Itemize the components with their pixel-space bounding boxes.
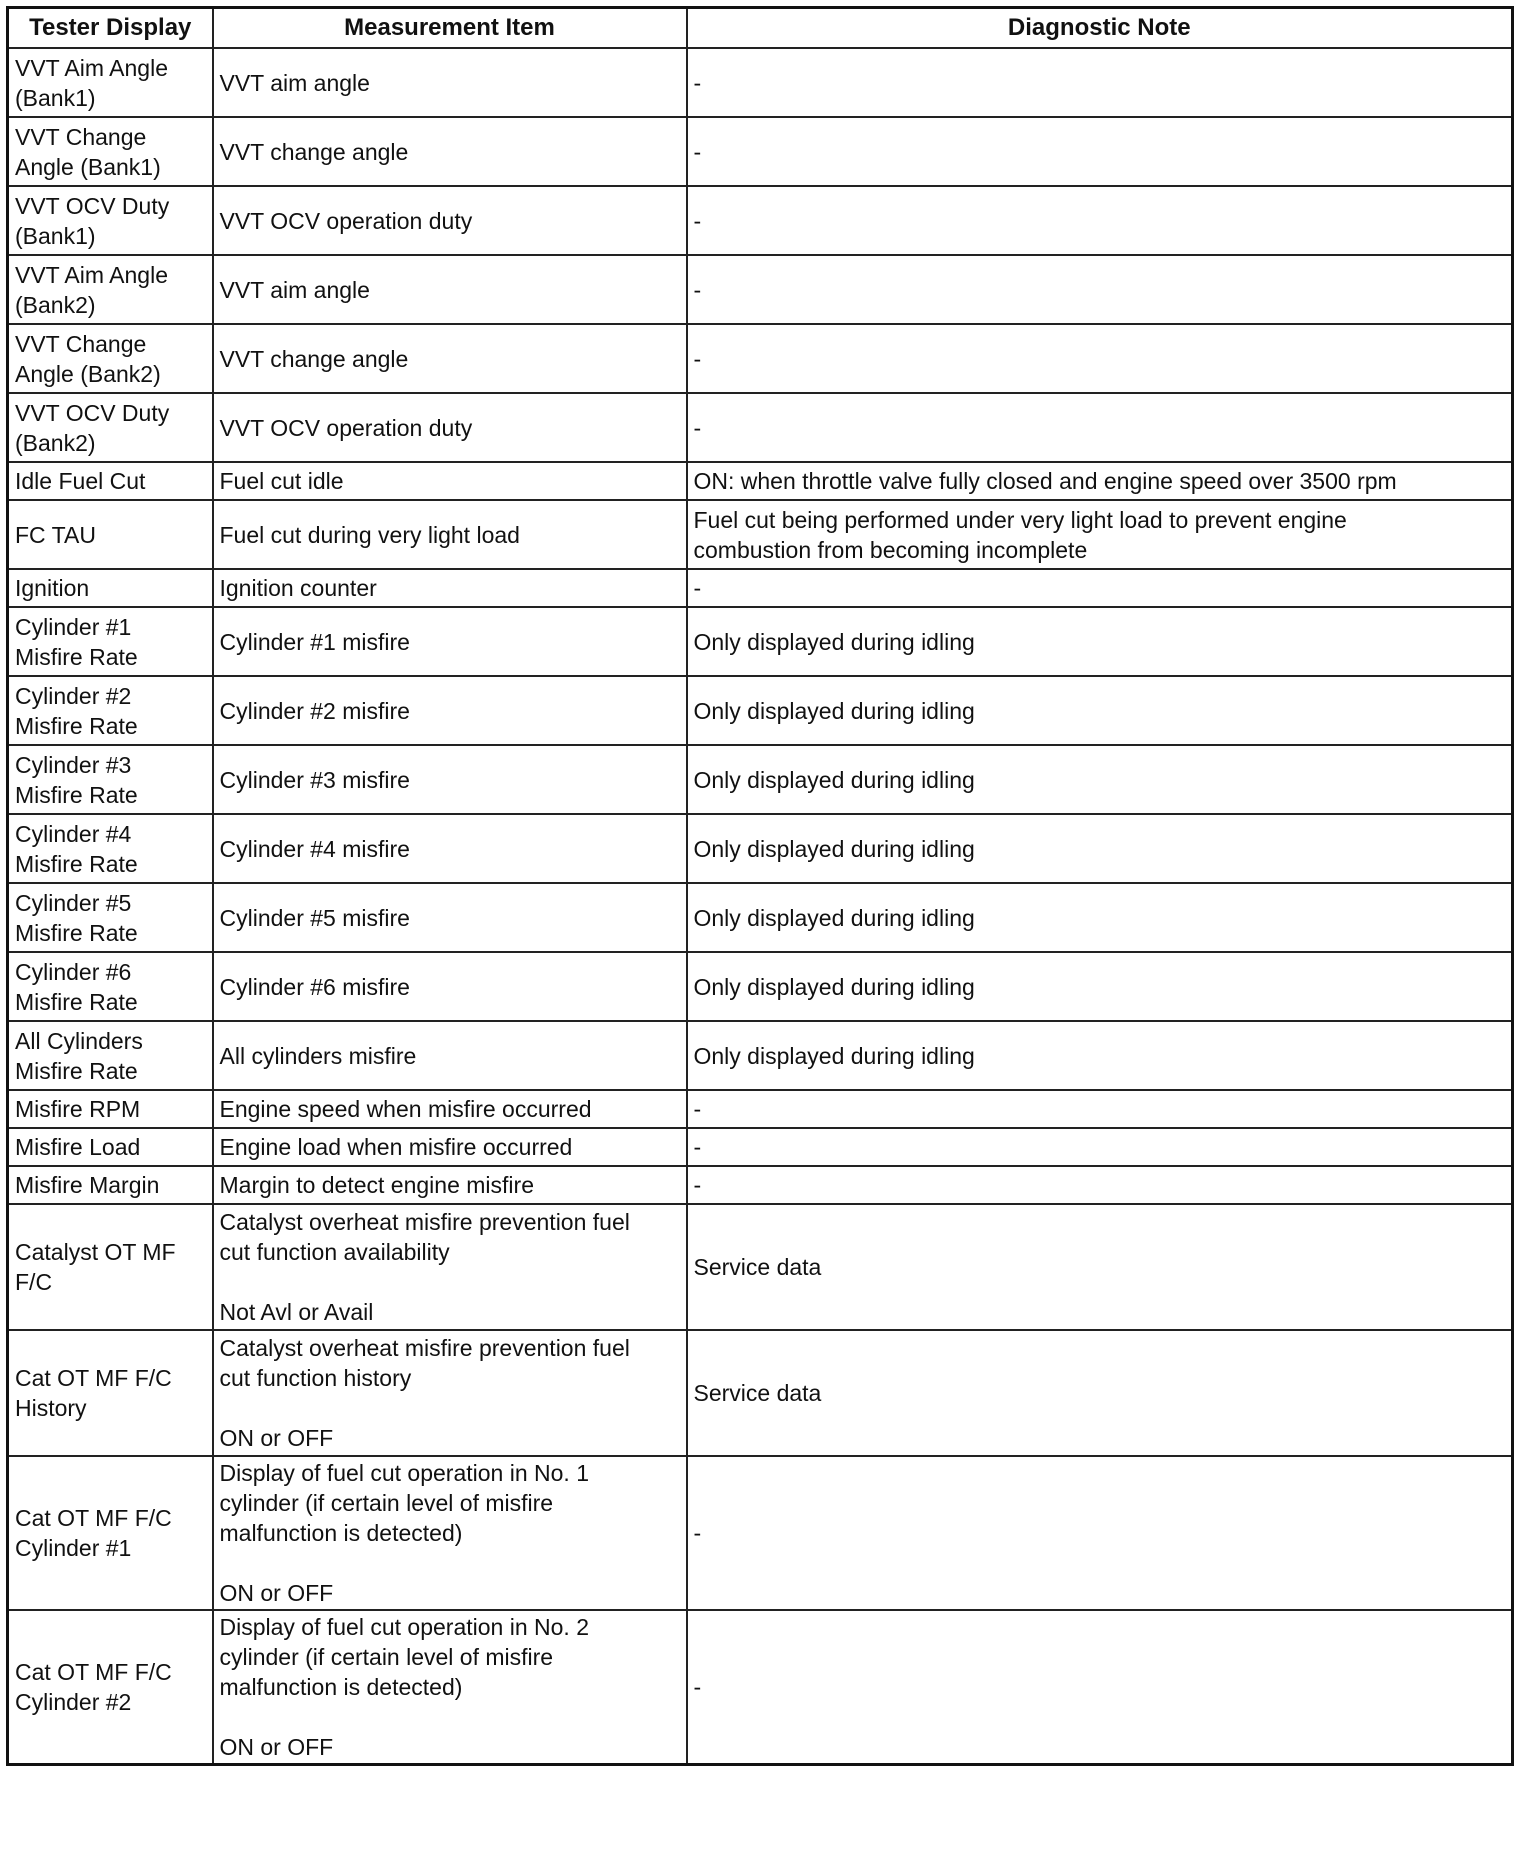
table-row bbox=[8, 745, 1513, 814]
tester-display-cell: Cylinder #6 Misfire Rate bbox=[8, 952, 213, 1021]
tester-display-cell: Idle Fuel Cut bbox=[8, 462, 213, 500]
diagnostic-note-cell: Service data bbox=[687, 1204, 1513, 1330]
table-row bbox=[8, 462, 1513, 500]
diagnostic-note-cell: - bbox=[687, 117, 1513, 186]
table-row bbox=[8, 324, 1513, 393]
table-row bbox=[8, 1166, 1513, 1204]
diagnostic-note-cell: Only displayed during idling bbox=[687, 1021, 1513, 1090]
table-row bbox=[8, 117, 1513, 186]
tester-display-cell: Cat OT MF F/C Cylinder #2 bbox=[8, 1610, 213, 1764]
diagnostic-note-cell: - bbox=[687, 1128, 1513, 1166]
table-row bbox=[8, 952, 1513, 1021]
diagnostic-note-cell: - bbox=[687, 1456, 1513, 1610]
diagnostic-note-cell: Only displayed during idling bbox=[687, 745, 1513, 814]
table-row bbox=[8, 607, 1513, 676]
tester-display-cell: VVT Change Angle (Bank1) bbox=[8, 117, 213, 186]
tester-display-cell: VVT Aim Angle (Bank2) bbox=[8, 255, 213, 324]
table-row bbox=[8, 500, 1513, 569]
table-row bbox=[8, 1090, 1513, 1128]
tester-display-cell: Cylinder #1 Misfire Rate bbox=[8, 607, 213, 676]
measurement-item-cell: VVT OCV operation duty bbox=[213, 186, 687, 255]
tester-display-cell: Misfire Margin bbox=[8, 1166, 213, 1204]
table-row bbox=[8, 814, 1513, 883]
tester-display-cell: Cylinder #4 Misfire Rate bbox=[8, 814, 213, 883]
table-row bbox=[8, 676, 1513, 745]
diagnostic-note-cell: - bbox=[687, 1610, 1513, 1764]
tester-display-cell: VVT Aim Angle (Bank1) bbox=[8, 48, 213, 117]
tester-display-cell: Cylinder #5 Misfire Rate bbox=[8, 883, 213, 952]
table-header-row bbox=[8, 8, 1513, 49]
measurement-item-cell: Display of fuel cut operation in No. 1 cylinder (if certain level of misfire malfunction is detected) ON or OFF bbox=[213, 1456, 687, 1610]
tester-display-cell: FC TAU bbox=[8, 500, 213, 569]
measurement-item-cell: Margin to detect engine misfire bbox=[213, 1166, 687, 1204]
tester-display-cell: Misfire RPM bbox=[8, 1090, 213, 1128]
diagnostic-note-cell: - bbox=[687, 569, 1513, 607]
table-row bbox=[8, 186, 1513, 255]
measurement-item-cell: VVT aim angle bbox=[213, 255, 687, 324]
measurement-item-cell: Cylinder #3 misfire bbox=[213, 745, 687, 814]
table-row bbox=[8, 1204, 1513, 1330]
tester-display-cell: VVT OCV Duty (Bank1) bbox=[8, 186, 213, 255]
tester-display-cell: Cylinder #3 Misfire Rate bbox=[8, 745, 213, 814]
diagnostic-note-cell: ON: when throttle valve fully closed and engine speed over 3500 rpm bbox=[687, 462, 1513, 500]
diagnostic-note-cell: - bbox=[687, 48, 1513, 117]
diagnostic-note-cell: - bbox=[687, 393, 1513, 462]
measurement-item-cell: VVT change angle bbox=[213, 117, 687, 186]
diagnostic-note-cell: - bbox=[687, 255, 1513, 324]
measurement-item-cell: VVT change angle bbox=[213, 324, 687, 393]
measurement-item-cell: Cylinder #2 misfire bbox=[213, 676, 687, 745]
diagnostic-note-cell: - bbox=[687, 1166, 1513, 1204]
tester-display-cell: VVT OCV Duty (Bank2) bbox=[8, 393, 213, 462]
header-diagnostic-note: Diagnostic Note bbox=[687, 8, 1513, 49]
measurement-item-cell: Cylinder #1 misfire bbox=[213, 607, 687, 676]
table-row bbox=[8, 393, 1513, 462]
diagnostic-note-cell: Only displayed during idling bbox=[687, 814, 1513, 883]
header-tester-display: Tester Display bbox=[8, 8, 213, 49]
measurement-item-cell: Engine speed when misfire occurred bbox=[213, 1090, 687, 1128]
measurement-item-cell: Catalyst overheat misfire prevention fuel cut function availability Not Avl or Avail bbox=[213, 1204, 687, 1330]
table-row bbox=[8, 1330, 1513, 1456]
tester-display-cell: All Cylinders Misfire Rate bbox=[8, 1021, 213, 1090]
table-row bbox=[8, 1128, 1513, 1166]
tester-display-cell: Catalyst OT MF F/C bbox=[8, 1204, 213, 1330]
measurement-item-cell: VVT OCV operation duty bbox=[213, 393, 687, 462]
measurement-item-cell: Ignition counter bbox=[213, 569, 687, 607]
measurement-item-cell: Catalyst overheat misfire prevention fuel cut function history ON or OFF bbox=[213, 1330, 687, 1456]
tester-display-cell: Cat OT MF F/C History bbox=[8, 1330, 213, 1456]
measurement-item-cell: Cylinder #5 misfire bbox=[213, 883, 687, 952]
table-row bbox=[8, 48, 1513, 117]
diagnostic-note-cell: Fuel cut being performed under very light load to prevent engine combustion from becoming incomplete bbox=[687, 500, 1513, 569]
measurement-item-cell: VVT aim angle bbox=[213, 48, 687, 117]
tester-display-cell: Misfire Load bbox=[8, 1128, 213, 1166]
measurement-item-cell: Fuel cut idle bbox=[213, 462, 687, 500]
diagnostic-note-cell: - bbox=[687, 324, 1513, 393]
diagnostic-note-cell: Only displayed during idling bbox=[687, 883, 1513, 952]
header-measurement-item: Measurement Item bbox=[213, 8, 687, 49]
diagnostic-note-cell: - bbox=[687, 186, 1513, 255]
diagnostic-note-cell: Service data bbox=[687, 1330, 1513, 1456]
tester-display-cell: Cylinder #2 Misfire Rate bbox=[8, 676, 213, 745]
tester-display-cell: VVT Change Angle (Bank2) bbox=[8, 324, 213, 393]
measurement-item-cell: Cylinder #4 misfire bbox=[213, 814, 687, 883]
table-row bbox=[8, 883, 1513, 952]
table-row bbox=[8, 255, 1513, 324]
measurement-item-cell: All cylinders misfire bbox=[213, 1021, 687, 1090]
tester-display-cell: Cat OT MF F/C Cylinder #1 bbox=[8, 1456, 213, 1610]
table-row bbox=[8, 569, 1513, 607]
measurement-item-cell: Engine load when misfire occurred bbox=[213, 1128, 687, 1166]
measurement-item-cell: Display of fuel cut operation in No. 2 cylinder (if certain level of misfire malfunction is detected) ON or OFF bbox=[213, 1610, 687, 1764]
table-row bbox=[8, 1021, 1513, 1090]
diagnostic-note-cell: - bbox=[687, 1090, 1513, 1128]
table-row bbox=[8, 1456, 1513, 1610]
diagnostic-note-cell: Only displayed during idling bbox=[687, 952, 1513, 1021]
data-list-table bbox=[6, 6, 1514, 1766]
measurement-item-cell: Cylinder #6 misfire bbox=[213, 952, 687, 1021]
measurement-item-cell: Fuel cut during very light load bbox=[213, 500, 687, 569]
tester-display-cell: Ignition bbox=[8, 569, 213, 607]
diagnostic-note-cell: Only displayed during idling bbox=[687, 676, 1513, 745]
table-row bbox=[8, 1610, 1513, 1764]
diagnostic-note-cell: Only displayed during idling bbox=[687, 607, 1513, 676]
